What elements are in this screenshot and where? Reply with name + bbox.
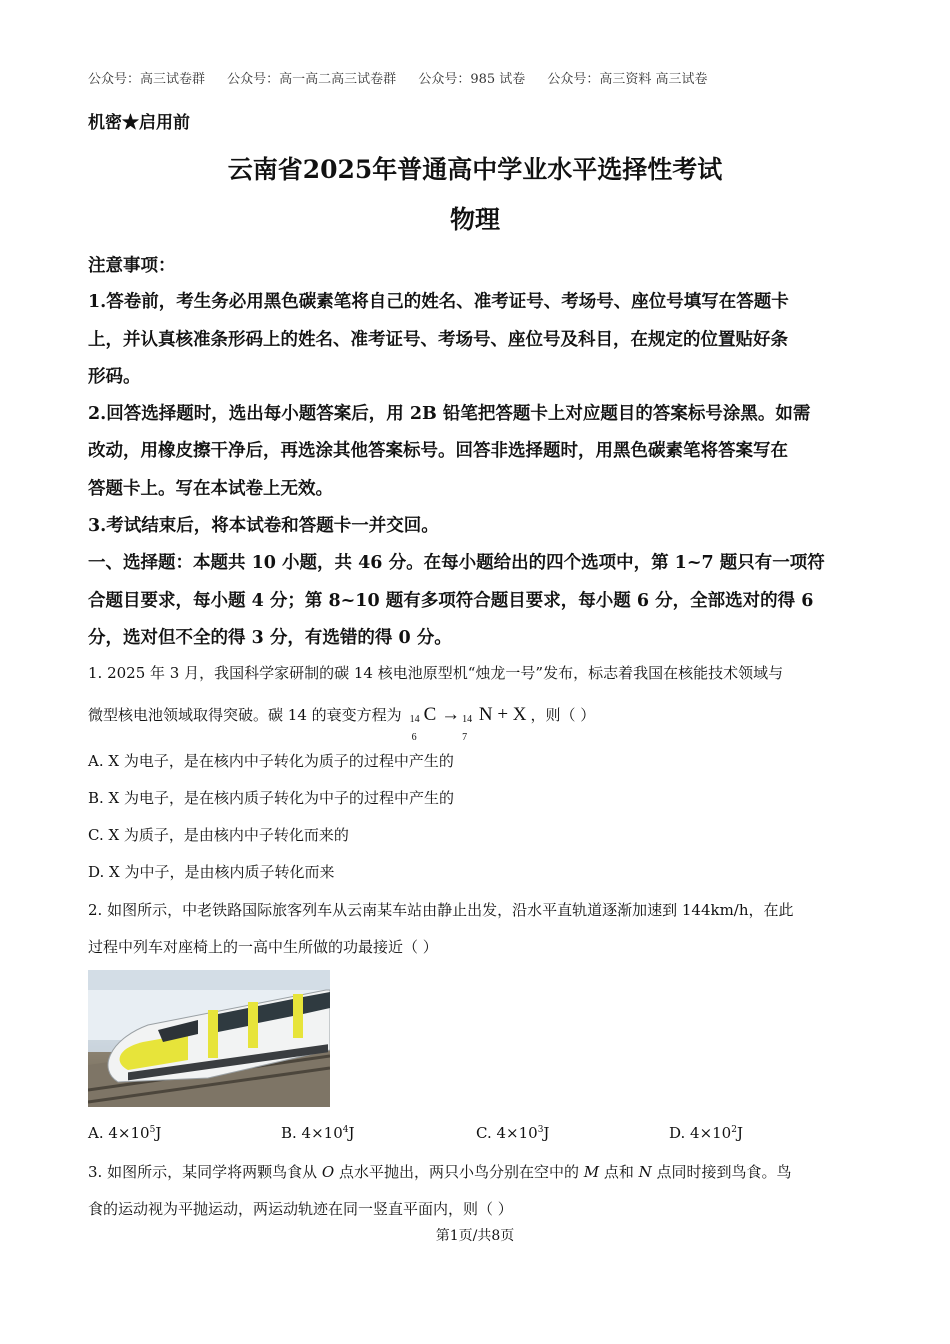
q1-option-a: A. X 为电子，是在核内中子转化为质子的过程中产生的: [88, 752, 454, 770]
header-bar: [88, 68, 726, 87]
q2-option-b: B. $4\times 10^4J$: [281, 1124, 355, 1142]
section-instruction: 一、选择题：本题共 10 小题，共 46 分。在每小题给出的四个选项中，第 1~7 题只有一项符: [88, 553, 825, 573]
notice-line: 3.考试结束后，将本试卷和答题卡一并交回。: [88, 516, 439, 536]
train-image: [88, 970, 330, 1107]
decay-equation: 14 6 C → 14 7 N + X: [409, 704, 527, 743]
exam-title: 云南省2025年普通高中学业水平选择性考试: [227, 155, 723, 184]
q2-option-c: C. $4\times 10^3J$: [476, 1124, 550, 1142]
notice-line: 上，并认真核准条形码上的姓名、准考证号、考场号、座位号及科目，在规定的位置贴好条: [88, 330, 788, 350]
q2-option-a: A. $4\times 10^5J$: [88, 1124, 162, 1142]
exam-subject: 物理: [449, 205, 500, 234]
notice-line: 1.答卷前，考生务必用黑色碳素笔将自己的姓名、准考证号、考场号、座位号填写在答题卡: [88, 292, 789, 312]
header-item: 公众号：985 试卷: [418, 72, 526, 87]
train-illustration: [88, 970, 330, 1107]
notice-line: 2.回答选择题时，选出每小题答案后，用 2B 铅笔把答题卡上对应题目的答案标号涂黑。如需: [88, 404, 811, 424]
page-number: 第1页/共8页: [435, 1228, 515, 1244]
q3-stem-line1: 3. 如图所示，某同学将两颗鸟食从 O 点水平抛出，两只小鸟分别在空中的 M 点和 N 点同时接到鸟食。鸟: [88, 1163, 792, 1181]
section-instruction: 合题目要求，每小题 4 分；第 8~10 题有多项符合题目要求，每小题 6 分，全部选对的得 6: [88, 591, 814, 611]
notice-line: 形码。: [88, 367, 141, 387]
notice-line: 改动，用橡皮擦干净后，再选涂其他答案标号。回答非选择题时，用黑色碳素笔将答案写在: [88, 441, 788, 461]
notice-line: 答题卡上。写在本试卷上无效。: [88, 479, 333, 499]
q1-option-c: C. X 为质子，是由核内中子转化而来的: [88, 826, 349, 844]
secret-label: 机密★启用前: [88, 113, 190, 133]
q1-option-b: B. X 为电子，是在核内质子转化为中子的过程中产生的: [88, 789, 455, 807]
q2-option-d: D. $4\times 10^2J$: [669, 1124, 743, 1142]
q2-stem-line1: 2. 如图所示，中老铁路国际旅客列车从云南某车站由静止出发，沿水平直轨道逐渐加速到 144km/h，在此: [88, 901, 794, 919]
header-item: 公众号：高三资料 高三试卷: [547, 72, 708, 87]
q1-option-d: D. X 为中子，是由核内质子转化而来: [88, 863, 335, 881]
q1-stem-line1: 1. 2025 年 3 月，我国科学家研制的碳 14 核电池原型机“烛龙一号”发布，标志着我国在核能技术领域与: [88, 664, 784, 682]
header-item: 公众号：高三试卷群: [88, 72, 206, 87]
header-item: 公众号：高一高二高三试卷群: [227, 72, 397, 87]
q1-stem-line2: 微型核电池领域取得突破。碳 14 的衰变方程为 14 6 C → 14 7 N + X ，则（ ）: [88, 704, 596, 743]
q2-stem-line2: 过程中列车对座椅上的一高中生所做的功最接近（ ）: [88, 938, 438, 956]
section-instruction: 分，选对但不全的得 3 分，有选错的得 0 分。: [88, 628, 452, 648]
q3-stem-line2: 食的运动视为平抛运动，两运动轨迹在同一竖直平面内，则（ ）: [88, 1200, 513, 1218]
notice-title: 注意事项：: [88, 256, 176, 276]
